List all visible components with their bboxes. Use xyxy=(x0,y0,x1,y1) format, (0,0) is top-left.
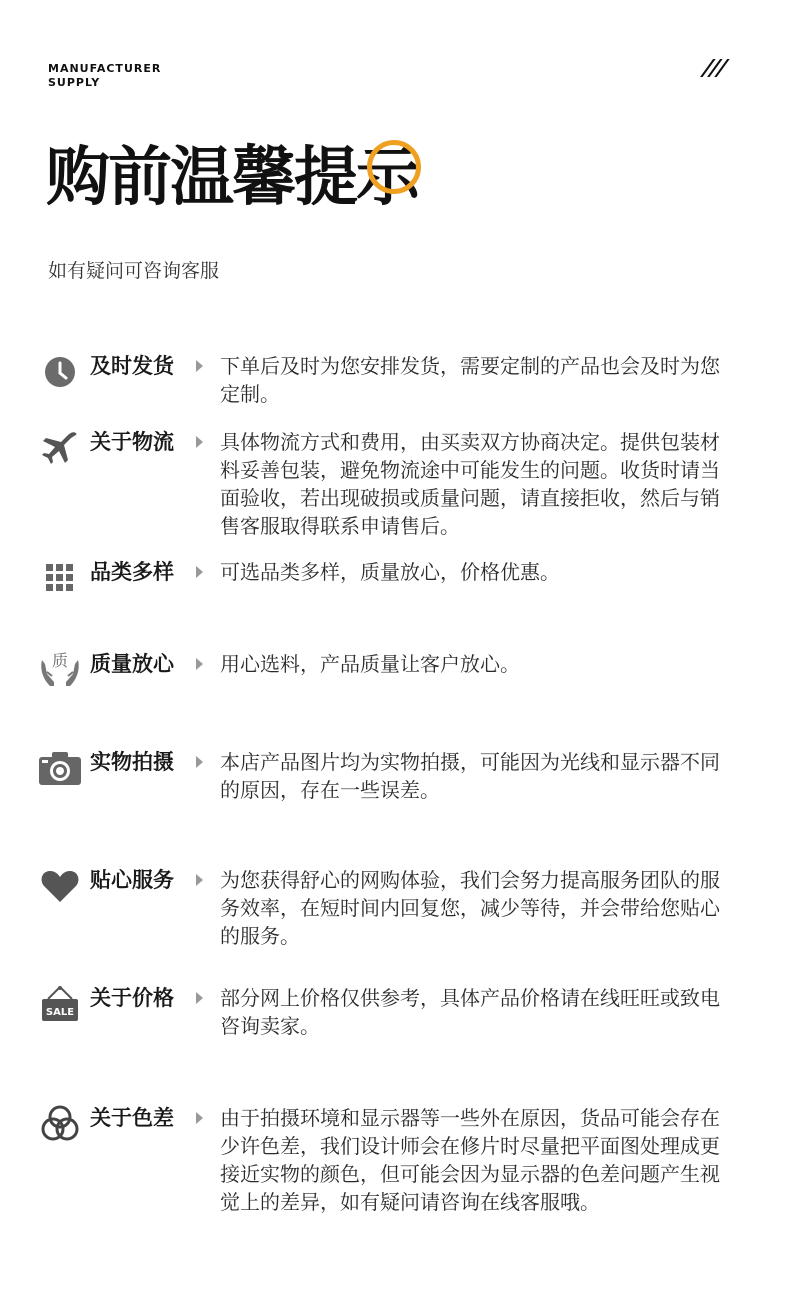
color-circles-icon xyxy=(38,1104,82,1144)
arrow-right-icon xyxy=(196,566,203,578)
heart-icon xyxy=(38,866,82,906)
notice-text: 为您获得舒心的网购体验，我们会努力提高服务团队的服务效率，在短时间内回复您，减少等待，并会带给您贴心的服务。 xyxy=(220,868,720,948)
arrow-right-icon xyxy=(196,1112,203,1124)
airplane-icon xyxy=(38,428,82,468)
notice-label: 关于价格 xyxy=(90,986,174,1010)
page-title: 购前温馨提示 xyxy=(46,141,418,215)
page-subtitle: 如有疑问可咨询客服 xyxy=(48,260,220,282)
title-block xyxy=(46,142,418,214)
sale-sign-icon xyxy=(38,984,82,1024)
arrow-right-icon xyxy=(196,658,203,670)
notice-label: 实物拍摄 xyxy=(90,750,174,774)
clock-icon xyxy=(38,352,82,392)
svg-text:SALE: SALE xyxy=(45,1007,75,1018)
notice-label: 关于色差 xyxy=(90,1106,174,1130)
notice-text: 下单后及时为您安排发货，需要定制的产品也会及时为您定制。 xyxy=(220,354,720,406)
brand-mark xyxy=(48,62,161,90)
notice-text: 用心选料，产品质量让客户放心。 xyxy=(220,652,520,676)
notice-text: 由于拍摄环境和显示器等一些外在原因，货品可能会存在少许色差，我们设计师会在修片时尽量把平面图处理成更接近实物的颜色，但可能会因为显示器的色差问题产生视觉上的差异，如有疑问请咨询在线客服哦。 xyxy=(220,1106,720,1214)
notice-label: 品类多样 xyxy=(90,560,174,584)
arrow-right-icon xyxy=(196,436,203,448)
slashes-decoration: /// xyxy=(701,56,728,81)
brand-line-1: MANUFACTURER xyxy=(48,62,162,75)
notice-label: 关于物流 xyxy=(90,430,174,454)
arrow-right-icon xyxy=(196,992,203,1004)
arrow-right-icon xyxy=(196,360,203,372)
notice-text: 具体物流方式和费用，由买卖双方协商决定。提供包装材料妥善包装，避免物流途中可能发生的问题。收货时请当面验收，若出现破损或质量问题，请直接拒收，然后与销售客服取得联系申请售后。 xyxy=(220,430,720,538)
notice-label: 贴心服务 xyxy=(90,868,174,892)
notice-label: 及时发货 xyxy=(90,354,174,378)
notice-text: 本店产品图片均为实物拍摄，可能因为光线和显示器不同的原因，存在一些误差。 xyxy=(220,750,720,802)
svg-text:质: 质 xyxy=(51,651,69,670)
brand-line-2: SUPPLY xyxy=(48,76,101,89)
camera-icon xyxy=(38,748,82,788)
orange-ring-decoration xyxy=(367,140,421,194)
notice-text: 部分网上价格仅供参考，具体产品价格请在线旺旺或致电咨询卖家。 xyxy=(220,986,720,1038)
grid-icon xyxy=(38,558,82,598)
quality-hands-icon xyxy=(38,650,82,690)
notice-label: 质量放心 xyxy=(90,652,174,676)
arrow-right-icon xyxy=(196,756,203,768)
notice-text: 可选品类多样，质量放心，价格优惠。 xyxy=(220,560,560,584)
arrow-right-icon xyxy=(196,874,203,886)
